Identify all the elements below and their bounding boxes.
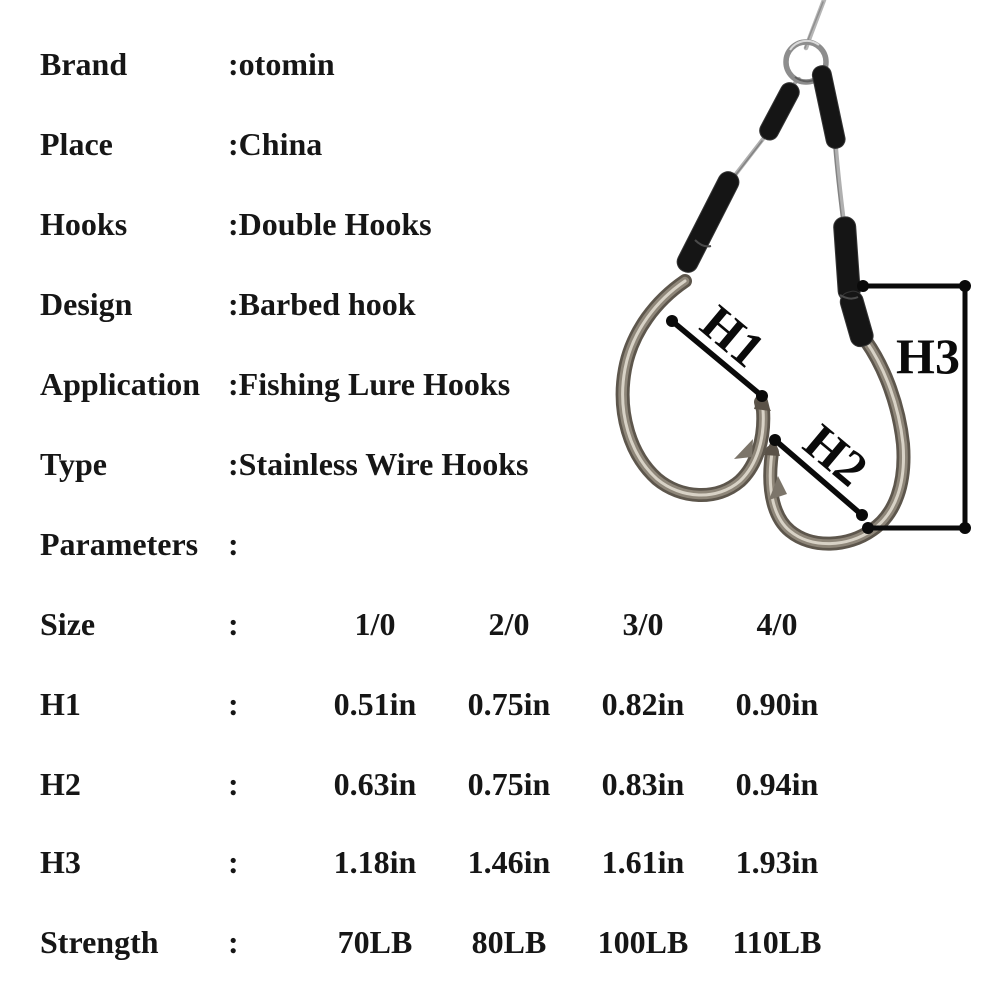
spec-value: :Double Hooks [228,206,432,242]
table-row-strength [40,924,844,960]
table-row-h2 [40,766,844,802]
dimension-endpoint-dot [959,280,971,292]
hook-barb-left [734,439,753,459]
row-colon: : [228,844,239,880]
spec-row-hooks [40,206,432,242]
size-value: 4/0 [756,606,798,642]
h2-value: 0.63in [333,766,417,802]
spec-row-application [40,366,510,402]
strength-value: 110LB [732,924,822,960]
spec-row-design [40,286,416,322]
dimension-endpoint-dot [862,522,874,534]
row-label: Strength [40,924,159,960]
dimension-endpoint-dot [857,280,869,292]
spec-row-brand [40,46,335,82]
spec-label: Design [40,286,133,322]
sleeve-lower-left [674,168,743,276]
row-label: H2 [40,766,81,802]
spec-value: :Fishing Lure Hooks [228,366,511,402]
dimension-endpoint-dot [959,522,971,534]
spec-value: :China [228,126,323,162]
dimension-label-h1: H1 [690,294,776,378]
row-colon: : [228,766,239,802]
strength-value: 70LB [337,924,413,960]
spec-label: Hooks [40,206,128,242]
h3-value: 1.18in [333,844,417,880]
spec-value: : [228,526,239,562]
heat-shrink-sleeves [674,64,876,349]
strength-value: 80LB [471,924,547,960]
spec-row-place [40,126,322,162]
size-value: 1/0 [354,606,396,642]
spec-row-parameters [40,526,239,562]
size-value: 3/0 [622,606,664,642]
h2-value: 0.83in [601,766,685,802]
sleeve-upper-left [757,80,803,144]
spec-row-type [40,446,529,482]
h2-value: 0.94in [735,766,819,802]
size-value: 2/0 [488,606,530,642]
row-label: Size [40,606,96,642]
row-label: H3 [40,844,81,880]
row-label: H1 [40,686,81,722]
table-row-h1 [40,686,844,722]
h3-value: 1.46in [467,844,551,880]
h1-value: 0.82in [601,686,685,722]
h1-value: 0.90in [735,686,819,722]
strength-value: 100LB [597,924,689,960]
dimension-endpoint-dot [756,390,768,402]
product-photo [600,0,1000,600]
spec-label: Place [40,126,113,162]
row-colon: : [228,686,239,722]
spec-label: Type [40,446,107,482]
dimension-endpoint-dot [666,315,678,327]
h1-value: 0.51in [333,686,417,722]
h3-value: 1.93in [735,844,819,880]
dimension-label-h2: H2 [793,413,879,497]
h2-value: 0.75in [467,766,551,802]
sleeve-lower-right [833,216,861,301]
h1-value: 0.75in [467,686,551,722]
spec-value: :otomin [228,46,335,82]
row-colon: : [228,606,239,642]
spec-label: Brand [40,46,128,82]
table-row-size [40,606,844,642]
dimension-endpoint-dot [769,434,781,446]
dimension-endpoint-dot [856,509,868,521]
sleeve-upper-right [811,64,847,150]
spec-value: :Barbed hook [228,286,416,322]
spec-label: Parameters [40,526,199,562]
table-row-h3 [40,844,844,880]
row-colon: : [228,924,239,960]
dimension-label-h3: H3 [896,328,960,384]
h3-value: 1.61in [601,844,685,880]
spec-value: :Stainless Wire Hooks [228,446,529,482]
spec-label: Application [40,366,201,402]
dimension-bracket-h3 [857,280,971,534]
